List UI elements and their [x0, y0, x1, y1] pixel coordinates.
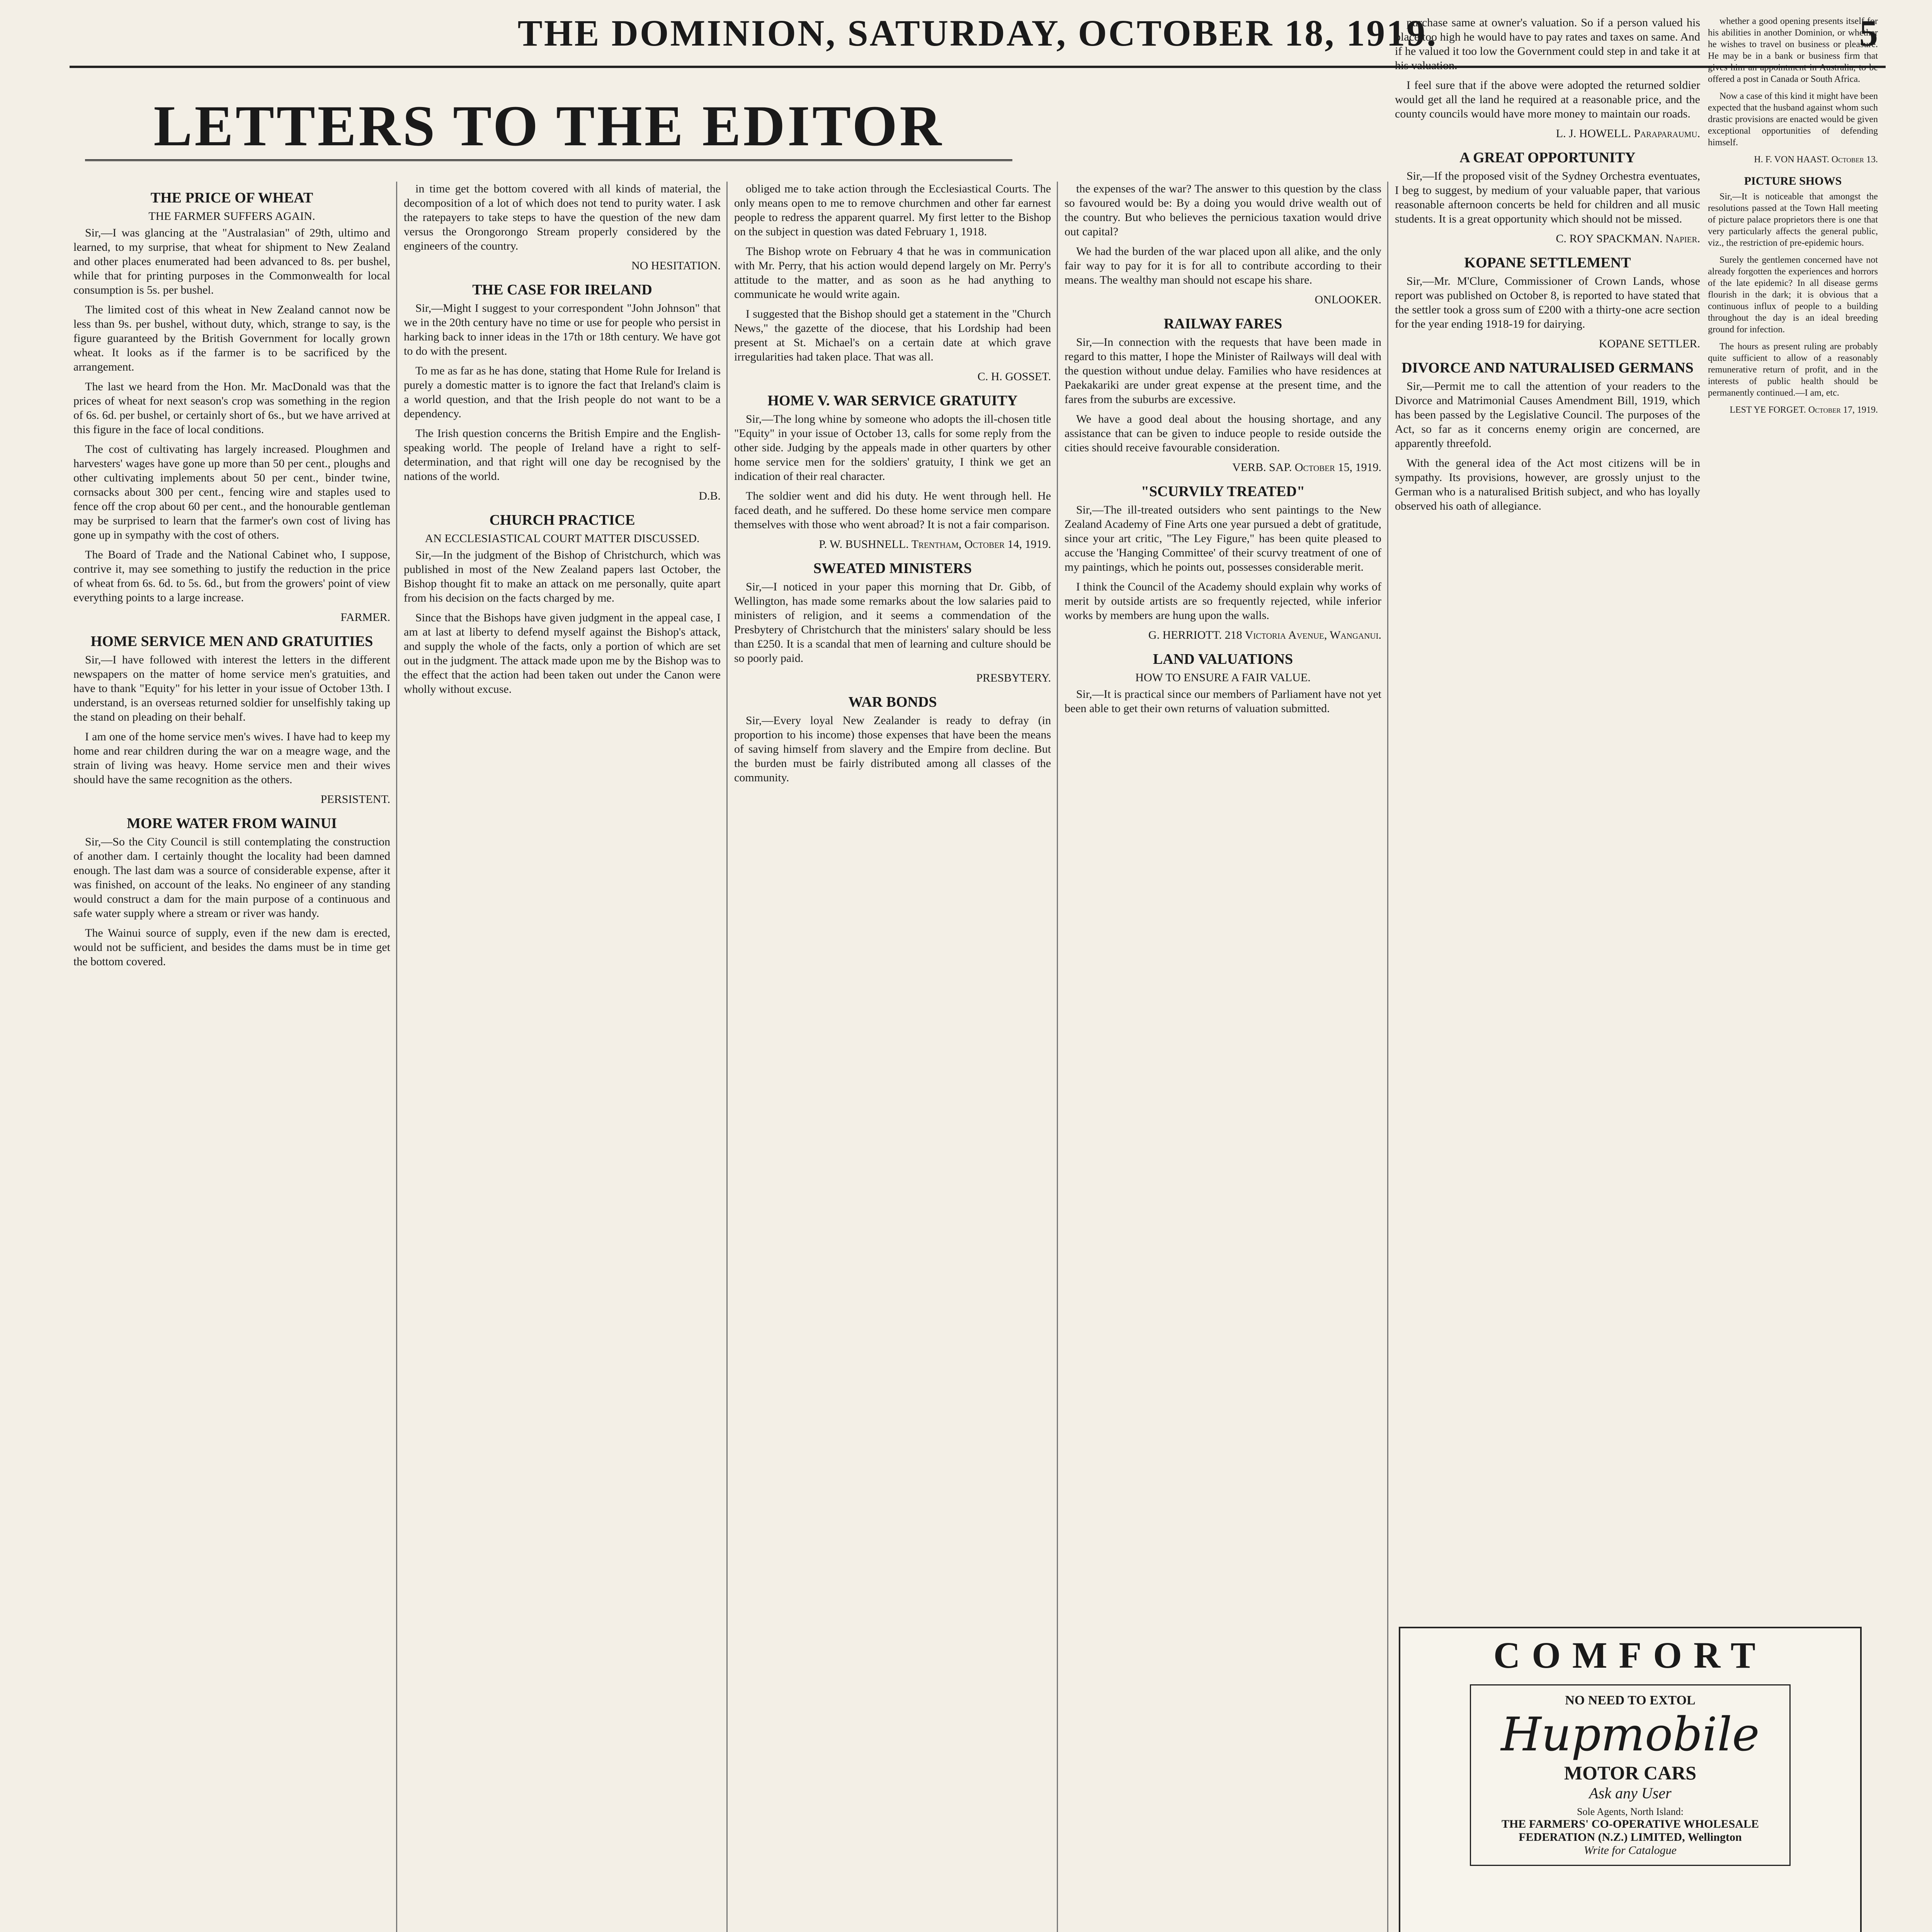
paragraph: Surely the gentlemen concerned have not already forgotten the experiences and horrors of the late epidemic? In all disease germs flourish in the dark; it is obvious that a continuous influx of people to a building throughout the day is an ideal breeding ground for infection.	[1708, 255, 1878, 335]
signature: PRESBYTERY.	[976, 672, 1051, 684]
letter-heading: SWEATED MINISTERS	[813, 560, 972, 577]
paragraph: Sir,—Might I suggest to your correspondent "John Johnson" that we in the 20th century have no time or use for people who persist in harking back to inner ideas in the 17th or 18th century. We have got to do with the present.	[404, 302, 721, 357]
tag-line: NO NEED TO EXTOL	[1565, 1693, 1696, 1708]
signature: PERSISTENT.	[320, 793, 390, 806]
section-title: LETTERS TO THE EDITOR	[85, 93, 1012, 161]
letters-column-6	[1708, 15, 1878, 1615]
paragraph: Sir,—It is practical since our members of Parliament have not yet been able to get their own returns of valuation submitted.	[1065, 688, 1381, 715]
dealer-line: THE FARMERS' CO-OPERATIVE WHOLESALE FEDERATION (N.Z.) LIMITED, Wellington	[1502, 1818, 1759, 1844]
letter-heading: "SCURVILY TREATED"	[1141, 483, 1305, 500]
paragraph: The Irish question concerns the British Empire and the English-speaking world. The people of Ireland have a right to self-determination, and that right will one day be recognised by the nations of the world.	[404, 427, 721, 483]
letter-heading: KOPANE SETTLEMENT	[1464, 255, 1631, 271]
paragraph: whether a good opening presents itself for his abilities in another Dominion, or whether he wishes to travel on business or pleasure. He may be in a bank or business firm that gives him an appointment in Australia, to be offered a post in Canada or South Africa.	[1708, 16, 1878, 84]
signature: D.B.	[699, 490, 721, 502]
paragraph: The Wainui source of supply, even if the new dam is erected, would not be sufficient, and besides the dams must be in time get the bottom covered.	[73, 927, 390, 968]
letter-heading: MORE WATER FROM WAINUI	[127, 815, 337, 832]
paragraph: The limited cost of this wheat in New Zealand cannot now be less than 9s. per bushel, without duty, which, strange to say, is the figure guaranteed by the British Government for locally grown wheat. It looks as if the farmer is to be sacrificed by the arrangement.	[73, 303, 390, 373]
letter-heading: HOME V. WAR SERVICE GRATUITY	[767, 393, 1018, 409]
paragraph: The soldier went and did his duty. He went through hell. He faced death, and he suffered. Do these home service men compare themselves with those who went abroad? It is not a fair comparison.	[734, 490, 1051, 531]
column-rule	[1057, 182, 1058, 1932]
paragraph: in time get the bottom covered with all kinds of material, the decomposition of a lot of which does not tend to purity water. I ask the ratepayers to take steps to have the question of the new dam versus the Orongorongo Stream properly considered by the engineers of the country.	[404, 182, 721, 252]
paragraph: The cost of cultivating has largely increased. Ploughmen and harvesters' wages have gone up more than 50 per cent., ploughs and other cultivating implements about 50 per cent., binder twine, cornsacks about 300 per cent., fencing wire and staples used to fence off the crop about 60 per cent., and the honourable gentleman may be surprised to learn that the farmer's own cost of living has gone up in sympathy with the cost of others.	[73, 443, 390, 541]
paragraph: We have a good deal about the housing shortage, and any assistance that can be given to induce people to reside outside the cities should receive favourable consideration.	[1065, 413, 1381, 454]
letters-column-1	[73, 182, 390, 1932]
letter-subheading: AN ECCLESIASTICAL COURT MATTER DISCUSSED.	[425, 532, 700, 545]
paragraph: Sir,—It is noticeable that amongst the resolutions passed at the Town Hall meeting of picture palace proprietors there is one that very particularly affects the general public, viz., the restriction of pre-epidemic hours.	[1708, 192, 1878, 248]
column-rule	[1387, 182, 1388, 1932]
signature: C. H. GOSSET.	[977, 370, 1051, 383]
agents-line: Sole Agents, North Island:	[1577, 1806, 1684, 1817]
paragraph: Sir,—I was glancing at the "Australasian" of 29th, ultimo and learned, to my surprise, that wheat for shipment to New Zealand and other places enumerated had been advanced to 8s. per bushel, while that for printing purposes in the Commonwealth for local consumption is 5s. per bushel.	[73, 226, 390, 296]
paragraph: The Bishop wrote on February 4 that he was in communication with Mr. Perry, that his action would depend largely on Mr. Perry's attitude to the matter, and as soon as he had anything to communicate he would write again.	[734, 245, 1051, 301]
letter-heading: THE PRICE OF WHEAT	[150, 190, 313, 206]
letter-heading: HOME SERVICE MEN AND GRATUITIES	[90, 633, 373, 650]
signature: LEST YE FORGET. October 17, 1919.	[1730, 405, 1878, 415]
paragraph: Sir,—I have followed with interest the letters in the different newspapers on the matter of home service men's gratuities, and have to thank "Equity" for his letter in your issue of October 13th. I understand, is an overseas returned soldier for unselfishly taking up the stand on pleading on their behalf.	[73, 653, 390, 723]
letter-heading: THE CASE FOR IRELAND	[472, 282, 652, 298]
signature: FARMER.	[340, 611, 390, 624]
paragraph: The hours as present ruling are probably quite sufficient to allow of a reasonably remunerative return of profit, and in the interests of public health should be permanently continued.—I am, etc.	[1708, 342, 1878, 398]
hupmobile-panel	[1470, 1684, 1791, 1866]
signature: L. J. HOWELL. Paraparaumu.	[1556, 127, 1700, 140]
paragraph: the expenses of the war? The answer to this question by the class so favoured would be: By a doing you would drive wealth out of the country. But who believes the pernicious taxation would drive out capital?	[1065, 182, 1381, 238]
letter-heading: RAILWAY FARES	[1163, 316, 1282, 332]
paragraph: To me as far as he has done, stating that Home Rule for Ireland is purely a domestic matter is to ignore the fact that Ireland's claim is a world question, and that the Irish people do not want to be a dependency.	[404, 364, 721, 420]
hupmobile-ad	[1399, 1627, 1862, 1932]
paragraph: Sir,—Every loyal New Zealander is ready to defray (in proportion to his income) those expenses that have been the means of saving himself from slavery and the Empire from decline. But the burden must be fairly distributed among all classes of the community.	[734, 714, 1051, 784]
letter-subheading: THE FARMER SUFFERS AGAIN.	[148, 210, 315, 223]
paragraph: I suggested that the Bishop should get a statement in the "Church News," the gazette of the diocese, that his Lordship had been present at St. Michael's on a certain date at which grave irregularities had taken place. That was all.	[734, 308, 1051, 363]
paragraph: obliged me to take action through the Ecclesiastical Courts. The only means open to me to remove churchmen and other far earnest people to redress the apparent quarrel. My first letter to the Bishop on the subject in question was dated February 1, 1918.	[734, 182, 1051, 238]
page-number: 5	[1859, 12, 1878, 54]
paragraph: The last we heard from the Hon. Mr. MacDonald was that the prices of wheat for next season's crop was something in the region of 6s. 6d. per bushel, or certainly short of 6s., but we have arrived at this figure in the face of local conditions.	[73, 380, 390, 436]
letters-column-4	[1065, 182, 1381, 1932]
paragraph: Sir,—The long whine by someone who adopts the ill-chosen title "Equity" in your issue of October 13, calls for some reply from the other side. Judging by the appeals made in other quarters by other home service men for the soldiers' gratuity, I think we get an indication of their real character.	[734, 413, 1051, 483]
column-rule	[726, 182, 728, 1932]
product-line: MOTOR CARS	[1564, 1762, 1697, 1784]
comfort-frame-text: COMFORT	[1493, 1634, 1767, 1676]
paragraph: Sir,—So the City Council is still contemplating the construction of another dam. I certainly thought the locality had been damned enough. The last dam was a source of considerable expense, after it was finished, on account of the leaks. No engineer of any standing would construct a dam for the main purpose of a continuous and safe water supply where a stream or river was handy.	[73, 835, 390, 920]
letters-column-5	[1395, 15, 1700, 1615]
write-line: Write for Catalogue	[1584, 1844, 1677, 1857]
ask-line: Ask any User	[1589, 1784, 1672, 1802]
paragraph: I feel sure that if the above were adopted the returned soldier would get all the land he required at a reasonable price, and the county councils would have more money to maintain our roads.	[1395, 79, 1700, 120]
signature: P. W. BUSHNELL. Trentham, October 14, 1919.	[819, 538, 1051, 551]
paragraph: Sir,—In connection with the requests that have been made in regard to this matter, I hope the Minister of Railways will deal with the question without undue delay. Families who have residences at Paekakariki are under great expense at the present time, and the fares from the suburbs are excessive.	[1065, 336, 1381, 406]
paragraph: Now a case of this kind it might have been expected that the husband against whom such drastic provisions are enacted would be given exceptional opportunities of defending himself.	[1708, 91, 1878, 148]
signature: VERB. SAP. October 15, 1919.	[1232, 461, 1381, 474]
paragraph: Sir,—I noticed in your paper this morning that Dr. Gibb, of Wellington, has made some remarks about the low salaries paid to ministers of religion, and it seems a commendation of the Presbytery of Christchurch that the ministers' salary should be less than £250. It is a scandal that men of learning and culture should be so poorly paid.	[734, 580, 1051, 665]
letter-subheading: HOW TO ENSURE A FAIR VALUE.	[1135, 671, 1311, 684]
paragraph: Sir,—Permit me to call the attention of your readers to the Divorce and Matrimonial Causes Amendment Bill, 1919, which has been passed by the Legislative Council. The purposes of the Act, so far as it concerns enemy origin are concerned, are apparently threefold.	[1395, 380, 1700, 450]
signature: G. HERRIOTT. 218 Victoria Avenue, Wanganui.	[1148, 629, 1381, 641]
letter-heading: A GREAT OPPORTUNITY	[1459, 150, 1636, 166]
signature: H. F. VON HAAST. October 13.	[1754, 155, 1878, 165]
signature: ONLOOKER.	[1315, 293, 1381, 306]
paragraph: We had the burden of the war placed upon all alike, and the only fair way to pay for it is for all to contribute according to their means. The wealthy man should not escape his share.	[1065, 245, 1381, 286]
column-rule	[396, 182, 397, 1932]
masthead-title: THE DOMINION, SATURDAY, OCTOBER 18, 1919.	[517, 12, 1438, 54]
paragraph: Sir,—Mr. M'Clure, Commissioner of Crown Lands, whose report was published on October 8, is reported to have stated that the settler took a gross sum of £200 with a thirty-one acre section for the year ending 1918-19 for dairying.	[1395, 275, 1700, 330]
paragraph: Sir,—The ill-treated outsiders who sent paintings to the New Zealand Academy of Fine Arts one year pursued a debt of gratitude, since your art critic, "The Ley Figure," has been quite pleased to accuse the 'Hanging Committee' of their scurvy treatment of one of my paintings, which he points out, possesses considerable merit.	[1065, 503, 1381, 573]
letter-heading: CHURCH PRACTICE	[489, 512, 635, 528]
paragraph: purchase same at owner's valuation. So if a person valued his place too high he would have to pay rates and taxes on same. And if he valued it too low the Government could step in and take it at his valuation.	[1395, 16, 1700, 72]
paragraph: The Board of Trade and the National Cabinet who, I suppose, contrive it, may see something to justify the reduction in the price of wheat from 6s. 6d. to 5s. 6d., but from the growers' point of view everything points to a large increase.	[73, 548, 390, 604]
paragraph: Sir,—If the proposed visit of the Sydney Orchestra eventuates, I beg to suggest, by medium of your valuable paper, that various reasonable afternoon concerts be held for children and all music students. It is a great opportunity which should not be missed.	[1395, 170, 1700, 225]
letter-heading: WAR BONDS	[848, 694, 937, 710]
signature: KOPANE SETTLER.	[1599, 337, 1700, 350]
letters-column-3	[734, 182, 1051, 1932]
signature: C. ROY SPACKMAN. Napier.	[1556, 232, 1700, 245]
paragraph: Since that the Bishops have given judgment in the appeal case, I am at last at liberty to defend myself against the Bishop's attack, and supply the whole of the facts, only a portion of which are set out in the judgment. The attack made upon me by the Bishop was to the effect that the action had been taken out under the Canon were wholly without excuse.	[404, 611, 721, 696]
paragraph: I am one of the home service men's wives. I have had to keep my home and rear children during the war on a meagre wage, and the strain of living was heavy. Home service men and their wives should have the same recognition as the others.	[73, 730, 390, 786]
paragraph: With the general idea of the Act most citizens will be in sympathy. Its provisions, however, are grossly unjust to the German who is a naturalised British subject, and who has loyally observed his oath of allegiance.	[1395, 457, 1700, 512]
hupmobile-logo: Hupmobile	[1501, 1708, 1760, 1762]
letters-column-2	[404, 182, 721, 1932]
letter-heading: DIVORCE AND NATURALISED GERMANS	[1401, 360, 1694, 376]
letter-heading: PICTURE SHOWS	[1744, 175, 1842, 187]
signature: NO HESITATION.	[631, 259, 721, 272]
paragraph: I think the Council of the Academy should explain why works of merit by outside artists are so frequently rejected, while inferior works by members are hung upon the walls.	[1065, 580, 1381, 622]
paragraph: Sir,—In the judgment of the Bishop of Christchurch, which was published in most of the New Zealand papers last October, the Bishop thought fit to make an attack on me personally, quite apart from his decision on the facts charged by me.	[404, 549, 721, 604]
letter-heading: LAND VALUATIONS	[1153, 651, 1293, 667]
